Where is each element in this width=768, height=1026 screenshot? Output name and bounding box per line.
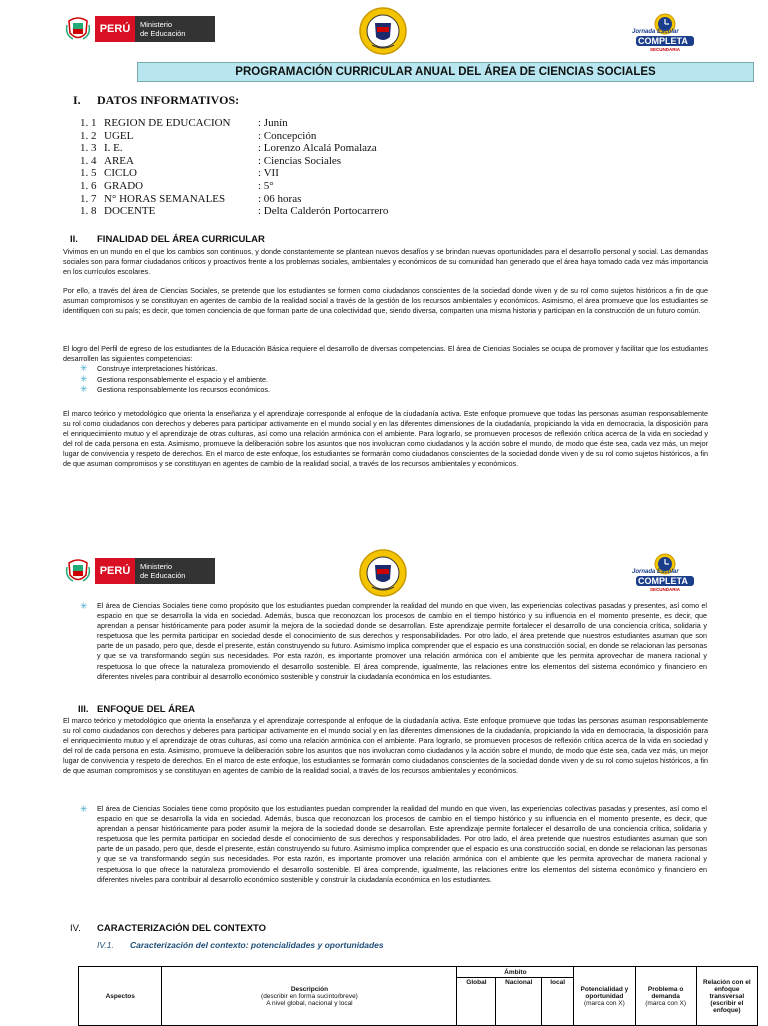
minedu-logo	[65, 14, 215, 44]
star-bullet-icon: ✳	[80, 363, 88, 373]
datos-label: GRADO	[104, 180, 144, 192]
datos-label: CICLO	[104, 167, 137, 180]
minedu-logo-2	[65, 556, 215, 586]
datos-row	[80, 193, 301, 206]
finalidad-paragraph-1: Vivimos en un mundo en el que los cambios son continuos, y donde constantemente se plantean nuevos desafíos y se brindan nuevas oportunidades para el desarrollo personal y social. Las demandas sociales son para formar ciudadanos críticos y proactivos frente a los problemas sociales, ambientales y económicos de su comunidad han generado que el área haya tomado cada vez más importancia en los currículos escolares.	[63, 247, 708, 277]
col-aspectos: Aspectos	[79, 967, 162, 1026]
col-global: Global	[457, 978, 496, 1026]
peru-label: PERÚ	[95, 16, 135, 42]
subsection-heading: Caracterización del contexto: potencialidades y oportunidades	[130, 940, 384, 950]
list-item: ✳ Construye interpretaciones históricas.	[80, 363, 218, 373]
datos-label: AREA	[104, 154, 134, 167]
datos-label: N° HORAS SEMANALES	[104, 192, 226, 205]
finalidad-num: II.	[70, 234, 78, 245]
col-relacion: Relación con el enfoque transversal (escribir el enfoque)	[696, 967, 757, 1026]
col-descripcion: Descripción (describir en forma sucinto/breve) A nivel global, nacional y local	[162, 967, 457, 1026]
datos-label: UGEL	[104, 129, 134, 142]
finalidad-paragraph-4: El marco teórico y metodológico que orienta la enseñanza y el aprendizaje corresponde al enfoque de la ciudadanía activa. Este enfoque promueve que todas las personas asuman responsablemente su rol como ciudadanos con derechos y deberes para participar activamente en el mundo social y en las diferentes dimensiones de la ciudadanía, propiciando la vida en democracia, la disposición para el enriquecimiento mutuo y el aprendizaje de otras culturas, así como una relación armónica con el ambiente. Para lograrlo, se promueven procesos de reflexión crítica acerca de la vida en sociedad y del rol de cada persona en esta. Asimismo, promueve la deliberación sobre los asuntos que nos involucran como ciudadanos y la acción sobre el mundo, de modo que éste sea, cada vez más, un mejor lugar de convivencia y respeto de derechos. En el marco de este enfoque, los estudiantes se formarán como ciudadanos conscientes de la sociedad donde viven y de su rol como sujetos históricos, a fin de que asuman compromisos y se constituyan en agentes de cambio de la realidad social, a través de los recursos ambientales y económicos.	[63, 409, 708, 469]
finalidad-paragraph-3: El logro del Perfil de egreso de los estudiantes de la Educación Básica requiere el desarrollo de diversas competencias. El área de Ciencias Sociales se ocupa de promover y facilitar que los estudiantes desarrollen las siguientes competencias:	[63, 344, 708, 364]
school-emblem-icon	[358, 547, 408, 599]
contexto-num: IV.	[70, 923, 81, 934]
enfoque-heading: ENFOQUE DEL ÁREA	[97, 704, 196, 715]
datos-num: 1. 5	[80, 167, 97, 180]
ministerio-label: Ministerio de Educación	[135, 558, 215, 584]
enfoque-num: III.	[78, 704, 89, 715]
list-item: ✳ Gestiona responsablemente los recursos económicos.	[80, 384, 270, 394]
datos-label: DOCENTE	[104, 205, 156, 218]
datos-row	[80, 155, 341, 168]
datos-row	[80, 180, 274, 193]
school-emblem-icon	[358, 5, 408, 57]
datos-value: : Lorenzo Alcalá Pomalaza	[258, 142, 377, 155]
datos-label: I. E.	[104, 142, 123, 155]
list-item: ✳ Gestiona responsablemente el espacio y el ambiente.	[80, 373, 269, 384]
peru-label: PERÚ	[95, 558, 135, 584]
col-problema: Problema o demanda (marca con X)	[635, 967, 696, 1026]
datos-value: : Ciencias Sociales	[258, 154, 342, 167]
peru-shield-icon	[65, 557, 91, 585]
subsection-num: IV.1.	[97, 940, 114, 950]
datos-value: : Concepción	[258, 129, 317, 142]
datos-num: 1. 2	[80, 129, 97, 142]
datos-num: 1. 7	[80, 192, 97, 205]
col-ambito: Ámbito	[457, 967, 574, 978]
enfoque-paragraph: El marco teórico y metodológico que orienta la enseñanza y el aprendizaje corresponde al enfoque de la ciudadanía activa. Este enfoque promueve que todas las personas asuman responsablemente su rol como ciudadanos con derechos y deberes para participar activamente en el mundo social y en las diferentes dimensiones de la ciudadanía, propiciando la vida en democracia, la disposición para el enriquecimiento mutuo y el aprendizaje de otras culturas, así como una relación armónica con el ambiente. Para lograrlo, se promueven procesos de reflexión crítica acerca de la vida en sociedad y del rol de cada persona en esta. Asimismo, promueve la deliberación sobre los asuntos que nos involucran como ciudadanos y la acción sobre el mundo, de modo que éste sea, cada vez más, un mejor lugar de convivencia y respeto de derechos. En el marco de este enfoque, los estudiantes se formarán como ciudadanos conscientes de la sociedad donde viven y de su rol como sujetos históricos, a fin de que asuman compromisos y se constituyan en agentes de cambio de la realidad social, a través de los recursos ambientales y económicos.	[63, 716, 708, 776]
datos-value: : 06 horas	[258, 192, 302, 205]
datos-row	[80, 117, 288, 130]
competencias-list	[80, 364, 270, 396]
datos-row	[80, 205, 388, 218]
datos-num: 1. 1	[80, 117, 97, 129]
finalidad-paragraph-2: Por ello, a través del área de Ciencias Sociales, se pretende que los estudiantes se formen como ciudadanos conscientes de la sociedad donde viven y de su rol como sujetos históricos a fin de que asuman compromisos y se constituyan en agentes de cambio de la realidad social a través de la gestión de los recursos ambientales y económicos. Asimismo, el área promueve que los estudiantes se identifiquen con su país; es decir, que tomen conciencia de que forman parte de una colectividad que, siendo diversa, comparten una misma historia y participan en la construcción de un futuro común.	[63, 286, 708, 316]
peru-shield-icon	[65, 15, 91, 43]
context-table	[78, 966, 758, 1026]
proposito-paragraph-1: El área de Ciencias Sociales tiene como propósito que los estudiantes puedan comprender la realidad del mundo en que viven, las experiencias colectivas pasadas y presentes, así como el espacio en que se desarrolla la vida en sociedad. Además, busca que reconozcan los procesos de cambio en el tiempo histórico y su influencia en el momento presente, es decir, que aprendan a pensar históricamente para poder asumir la mejora de la sociedad donde se desarrollan. Este aprendizaje permite fortalecer el desarrollo de una conciencia crítica, solidaria y respetuosa que les permita participar en sociedad desde el conocimiento de sus derechos y responsabilidades. Por otro lado, el área pretende que nuestros estudiantes asuman que son parte de un pasado, pero que, desde el presente, están construyendo su futuro. Asimismo implica comprender que el espacio es una construcción social, en donde se relacionan las personas y que se va transformando según sus necesidades. Por esta razón, es importante promover una relación armónica con el ambiente que les permita aprovechar de manera racional y respetuosa lo que ofrece la naturaleza promoviendo el desarrollo sostenible. El área comprende, igualmente, las relaciones entre los elementos del sistema económico y financiero en diferentes niveles para contribuir al desarrollo económico sostenible y construir la ciudadanía económica en los estudiantes.	[97, 601, 707, 681]
proposito-paragraph-2: El área de Ciencias Sociales tiene como propósito que los estudiantes puedan comprender la realidad del mundo en que viven, las experiencias colectivas pasadas y presentes, así como el espacio en que se desarrolla la vida en sociedad. Además, busca que reconozcan los procesos de cambio en el tiempo histórico y su influencia en el momento presente, es decir, que aprendan a pensar históricamente para poder asumir la mejora de la sociedad donde se desarrollan. Este aprendizaje permite fortalecer el desarrollo de una conciencia crítica, solidaria y respetuosa que les permita participar en sociedad desde el conocimiento de sus derechos y responsabilidades. Por otro lado, el área pretende que nuestros estudiantes asuman que son parte de un pasado, pero que, desde el presente, están construyendo su futuro. Asimismo implica comprender que el espacio es una construcción social, en donde se relacionan las personas y que se va transformando según sus necesidades. Por esta razón, es importante promover una relación armónica con el ambiente que les permita aprovechar de manera racional y respetuosa lo que ofrece la naturaleza promoviendo el desarrollo sostenible. El área comprende, igualmente, las relaciones entre los elementos del sistema económico y financiero en diferentes niveles para contribuir al desarrollo económico sostenible y construir la ciudadanía económica en los estudiantes.	[97, 804, 707, 884]
datos-num: 1. 6	[80, 180, 97, 192]
datos-row	[80, 142, 377, 155]
jornada-logo-2: Jornada Escolar COMPLETA SECUNDARIA	[628, 552, 702, 592]
datos-value: : VII	[258, 167, 279, 180]
col-potencialidad: Potencialidad y oportunidad (marca con X)	[574, 967, 635, 1026]
star-bullet-icon: ✳	[80, 384, 88, 394]
contexto-heading: CARACTERIZACIÓN DEL CONTEXTO	[97, 923, 267, 934]
datos-num: 1. 3	[80, 142, 97, 155]
datos-heading: DATOS INFORMATIVOS:	[97, 93, 240, 107]
finalidad-heading: FINALIDAD DEL ÁREA CURRICULAR	[97, 234, 265, 245]
document-title: PROGRAMACIÓN CURRICULAR ANUAL DEL ÁREA DE CIENCIAS SOCIALES	[137, 62, 754, 82]
datos-row	[80, 130, 316, 143]
datos-value: : Junín	[258, 117, 288, 129]
datos-row	[80, 167, 279, 180]
datos-num: 1. 4	[80, 154, 97, 167]
ministerio-label: Ministerio de Educación	[135, 16, 215, 42]
jornada-logo: Jornada Escolar COMPLETA SECUNDARIA	[628, 12, 702, 52]
col-local: local	[542, 978, 574, 1026]
star-bullet-icon: ✳	[80, 804, 88, 814]
datos-label: REGION DE EDUCACION	[104, 117, 231, 129]
datos-heading-num: I.	[73, 93, 81, 107]
datos-value: : Delta Calderón Portocarrero	[258, 205, 389, 218]
star-bullet-icon: ✳	[80, 601, 88, 611]
star-bullet-icon: ✳	[80, 373, 88, 384]
datos-value: : 5°	[258, 180, 274, 192]
col-nacional: Nacional	[496, 978, 542, 1026]
datos-num: 1. 8	[80, 205, 97, 218]
